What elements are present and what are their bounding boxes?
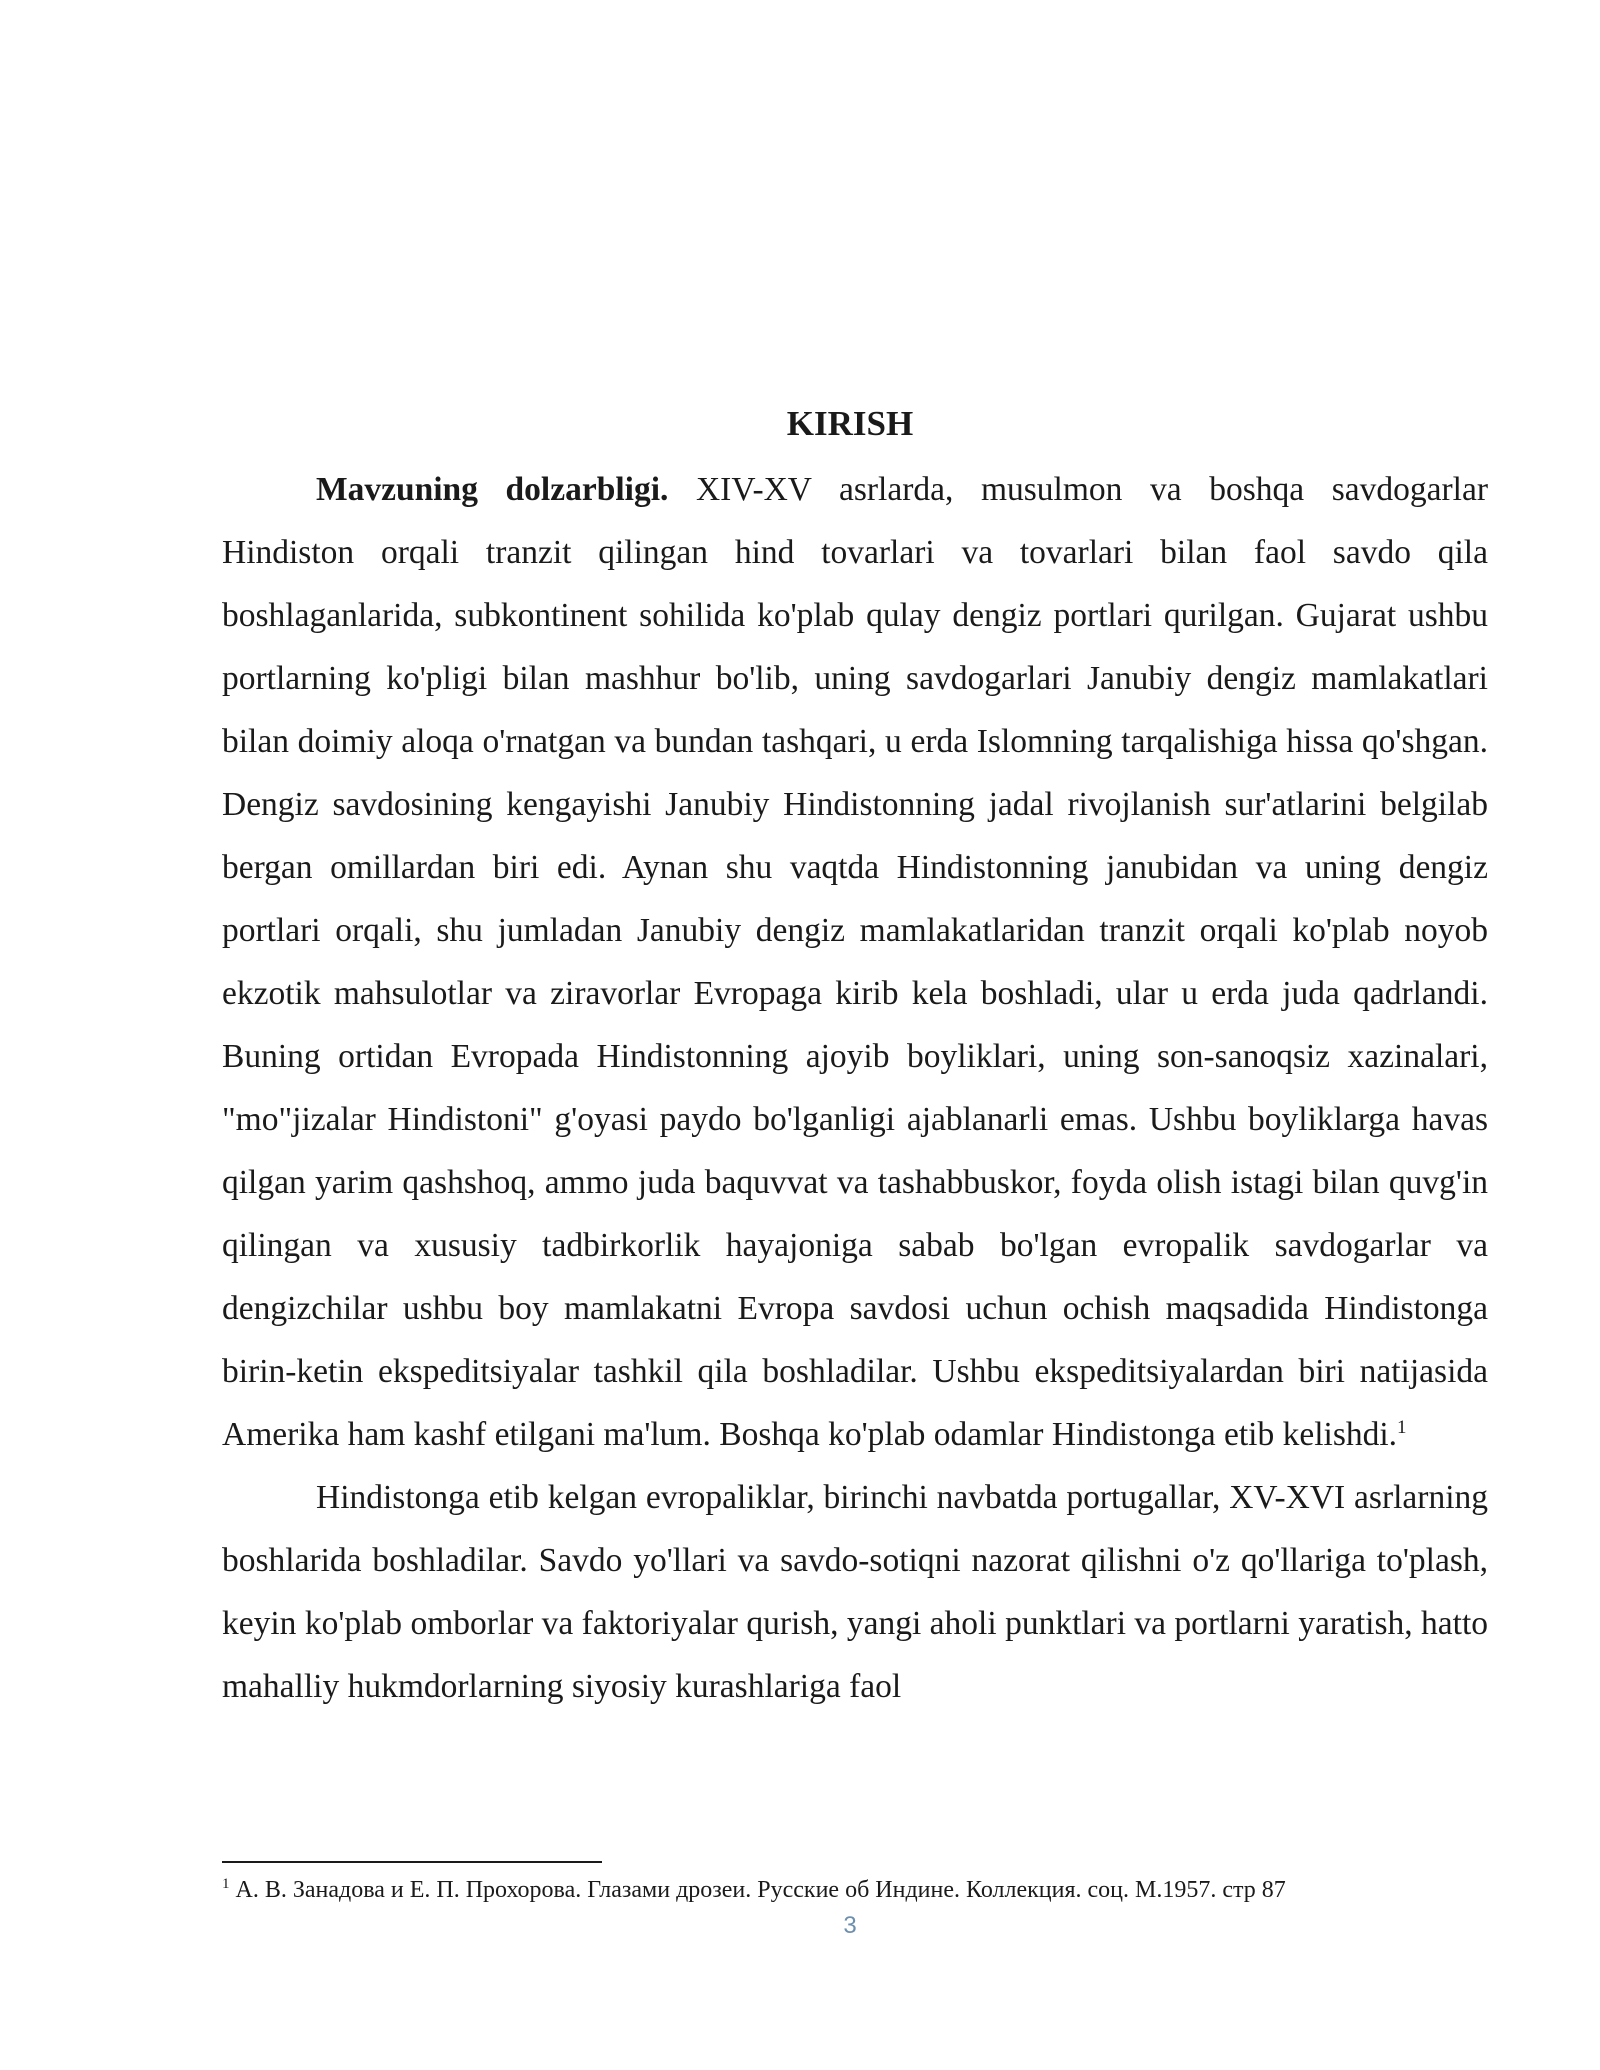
body-text — [222, 458, 1488, 1718]
page-number: 3 — [843, 1912, 857, 1939]
page-title: KIRISH — [786, 404, 914, 443]
footnote-reference[interactable]: 1 — [1397, 1416, 1407, 1438]
paragraph-2-text: Hindistonga etib kelgan evropaliklar, birinchi navbatda portugallar, XV-XVI asrlarning boshlarida boshladilar. Savdo yo'llari va savdo-sotiqni nazorat qilishni o'z qo'llariga to'plash, keyin ko'plab omborlar va faktoriyalar qurish, yangi aholi punktlari va portlarni yaratish, hatto mahalliy hukmdorlarning siyosiy kurashlariga faol — [222, 1479, 1488, 1705]
paragraph-2 — [222, 1466, 1488, 1718]
paragraph-1-text: XIV-XV asrlarda, musulmon va boshqa savdogarlar Hindiston orqali tranzit qilingan hind tovarlari va tovarlari bilan faol savdo qila boshlaganlarida, subkontinent sohilida ko'plab qulay dengiz portlari qurilgan. Gujarat ushbu portlarning ko'pligi bilan mashhur bo'lib, uning savdogarlari Janubiy dengiz mamlakatlari bilan doimiy aloqa o'rnatgan va bundan tashqari, u erda Islomning tarqalishiga hissa qo'shgan. Dengiz savdosining kengayishi Janubiy Hindistonning jadal rivojlanish sur'atlarini belgilab bergan omillardan biri edi. Aynan shu vaqtda Hindistonning janubidan va uning dengiz portlari orqali, shu jumladan Janubiy dengiz mamlakatlaridan tranzit orqali ko'plab noyob ekzotik mahsulotlar va ziravorlar Evropaga kirib kela boshladi, ular u erda juda qadrlandi. Buning ortidan Evropada Hindistonning ajoyib boyliklari, uning son-sanoqsiz xazinalari, "mo"jizalar Hindistoni" g'oyasi paydo bo'lganligi ajablanarli emas. Ushbu boyliklarga havas qilgan yarim qashshoq, ammo juda baquvvat va tashabbuskor, foyda olish istagi bilan quvg'in qilingan va xususiy tadbirkorlik hayajoniga sabab bo'lgan evropalik savdogarlar va dengizchilar ushbu boy mamlakatni Evropa savdosi uchun ochish maqsadida Hindistonga birin-ketin ekspeditsiyalar tashkil qila boshladilar. Ushbu ekspeditsiyalardan biri natijasida Amerika ham kashf etilgani ma'lum. Boshqa ko'plab odamlar Hindistonga etib kelishdi. — [222, 471, 1488, 1453]
footnote-marker: 1 — [222, 1876, 230, 1892]
paragraph-lead: Mavzuning dolzarbligi. — [316, 471, 669, 508]
footnote-separator — [222, 1861, 602, 1863]
footnote — [222, 1874, 1488, 1906]
paragraph-1 — [222, 458, 1488, 1466]
footnote-text: А. В. Занадова и Е. П. Прохорова. Глазами дрозеи. Русские об Индине. Коллекция. соц. М.1957. стр 87 — [229, 1877, 1286, 1903]
